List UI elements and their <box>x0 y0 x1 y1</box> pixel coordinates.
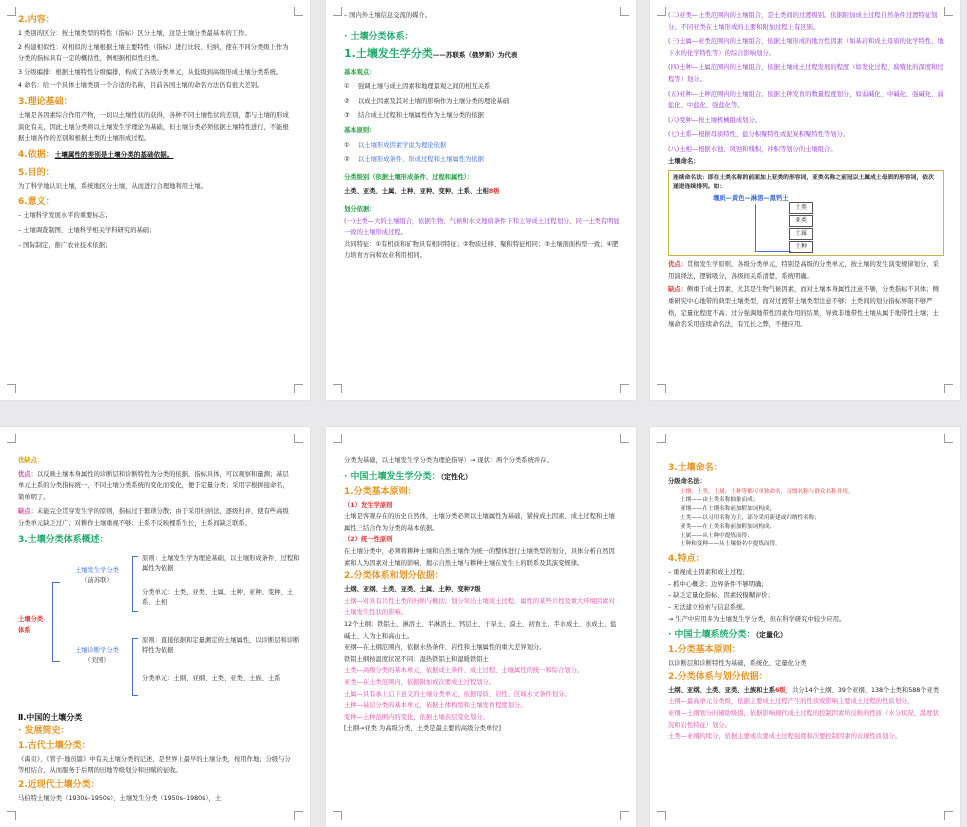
heading-content: 2.内容： <box>18 15 55 25</box>
heading-system: 2.分类体系和划分依据： <box>344 571 444 582</box>
list-item: – 土壤科学发展水平的重要标志； <box>18 212 112 220</box>
units-text: 土纲、亚纲、土类、亚类、土族和土系6级，共分14个土纲、39个亚纲、138个土类和588个亚类 <box>668 686 940 694</box>
tree-branch-genetic: 土壤发生学分类 （前苏联） <box>74 566 120 584</box>
paragraph: 2 构建相似性：对相似的土壤根据土壤主要特性（指标）进行比较、归纳，使在不同分类级上作为分类的指标具有一定的概括性，例相据相似性归类。 <box>18 43 289 63</box>
label-naming: 分级命名法： <box>668 478 706 485</box>
heading-modern: 2.近现代土壤分类： <box>18 779 100 790</box>
paragraph: 4 命名：给一个具体土壤类别一个合适的名称，目前各国土壤的命名方法仍有很大差别。 <box>18 82 264 90</box>
label-pros-cons: 优缺点： <box>18 457 44 464</box>
document-page-3 <box>650 0 960 400</box>
naming-box <box>668 170 944 256</box>
list-item: → 生产中应用多为土壤发生学分类，但在科学研究中较少应用。 <box>668 615 846 623</box>
document-page-4 <box>0 427 310 827</box>
document-page-6 <box>650 427 960 827</box>
paragraph: (三)土属—亚类范围内的土壤组合，依据土壤形成的地方性因素（如基岩和成土母质的化学特性、地下水的化学特性等）的综合影响划分。 <box>668 38 944 57</box>
heading-features: 4.特点： <box>668 554 705 565</box>
paragraph: 亚纲—土纲划分的辅助级别，依据影响现代成土过程的控制因素所反映的性质（水分状况、温度状况和岩性特征）划分。 <box>668 709 939 729</box>
heading-compare: 3.土壤分类体系概述： <box>18 534 109 545</box>
paragraph: 亚类—在土类范围内，依据附加或次要成土过程划分。 <box>344 678 496 686</box>
heading-ancient: 1.古代土壤分类： <box>18 740 91 751</box>
tree-leaf: 分类单元：土类、亚类、土属、土种、亚种、变种、土系、土相 <box>142 588 294 606</box>
naming-box-text: 连续命名法：即在土类名称的前面加上亚类的形容词，亚类名称之前冠以土属成土母质的形容词，依次递进连续排列。如： <box>673 175 934 191</box>
paragraph: 马伯特土壤分类（1930s–1950s）、土壤发生分类（1950s–1980s），土 <box>18 794 222 802</box>
paragraph: – 国内外土壤信息交流的媒介。 <box>344 12 432 19</box>
paragraph: [土纲→亚类 为高级分类，土类是最主要的高级分类单位] <box>344 725 502 733</box>
paragraph: 3 分级编排：根据土壤特性分级编排，构成了各级分类单元，从低级到高级形成土壤分类系统。 <box>18 68 283 76</box>
levels-text: 土类、亚类、土属、土种、亚种、变种、土系、土相8级 <box>344 188 500 196</box>
naming-chain: 壤质—黄色—淋溶—黑钙土 <box>713 195 789 203</box>
sub-heading: （1）发生学原则 <box>344 501 393 509</box>
paragraph: 1 类别的区分：按土壤类型的特性（指标）区分土壤，这是土壤分类最基本的工作。 <box>18 30 251 37</box>
paragraph: 铁铝土纲按温度状况不同：湿热铁铝土和湿暖铁铝土 <box>344 655 489 663</box>
paragraph-disadvantage: 缺点：侧重于成土因素，尤其是生物气候因素，而对土壤本身属性注意不够，分类指标不具体；侧重研究中心地带的典型土壤类型，而对过渡带土壤类型注意不够；土类间的划分指标界限不够严格，定量化程度不高；过分强调地带性因素作用的结果，导致非地带性土壤从属于地带性土壤；土壤命名采用连续命名法，有冗长之弊，不便应用。 <box>668 286 939 329</box>
list-item: ② 以土壤形成条件、形成过程和土壤属性为依据 <box>344 156 484 164</box>
heading-meaning: 6.意义： <box>18 197 55 208</box>
heading-theory: 3.理论基础： <box>18 96 73 107</box>
paragraph: 以诊断层和诊断特性为基础，系统化、定量化分类 <box>668 660 807 668</box>
heading-genetic: · 中国土壤发生学分类：（定性化） <box>344 471 473 482</box>
list-item: – 无法建立检索与信息系统。 <box>668 603 749 611</box>
list-item: – 缺乏定量化指标，因素较模糊评价； <box>668 592 774 600</box>
tree-branch-diagnostic: 土壤诊断学分类 （美国） <box>74 646 120 664</box>
paragraph: 变种—土种范围内的变化，依据土壤表层变化划分。 <box>344 713 489 721</box>
heading-principle: 1.分类基本原则： <box>344 486 417 497</box>
paragraph: (五)亚种—土种范围内的土壤组合。依据土种发育的数量程度划分，如弱碱化、中碱化、强碱化、弱盐化、中盐化、强盐化等。 <box>668 90 944 110</box>
paragraph: 在土壤分类中，必须将耕种土壤和自然土壤作为统一的整体进行土壤类型的划分，具体分析自然因素和人为因素对土壤的影响，揭示自然土壤与耕种土壤在发生上的联系及其演变规律。 <box>344 547 615 567</box>
heading-system: · 中国土壤系统分类：（定量化） <box>668 630 788 641</box>
document-page-1 <box>0 0 310 400</box>
label-view: 基本观点： <box>344 68 376 76</box>
tree-leaf: 原则：直接依据和定量测定的土壤属性，以诊断层和诊断特性为依据 <box>142 636 300 654</box>
heading-system: · 土壤分类体系： <box>344 31 414 42</box>
list-item: – 抓中心概念；边界条件不够明确； <box>668 580 768 588</box>
heading-division: 2.分类体系与划分依据： <box>668 671 768 682</box>
paragraph: 土属—具有承上启下意义的土壤分类单元，依据母质、岩性、区域水文条件划分。 <box>344 690 571 698</box>
list-item: ① 以土壤形成因素学说为理论依据 <box>344 141 447 149</box>
heading-china: Ⅱ.中国的土壤分类 <box>18 712 83 722</box>
paragraph: 土壤是各因素综合作用产物，一切以土壤性状的获得，各种不同土壤性状的差别，都与土壤的形成演化有关，因此土壤分类将以土壤发生学理论为基础，但土壤分类必须依据土壤特性进行，不能根据土壤各作的差别和根据土类的土壤形成过程。 <box>18 111 289 143</box>
paragraph: 《禹贡》、《管子·地员篇》中有关土壤分类的记述，是世界上最早的土壤分类，按用作地；分级与分等相结合，从而服务于后期的田地等级划分和田赋的征收。 <box>18 755 291 775</box>
paragraph: 土类—高级分类的基本单元，依据成土条件、成土过程、土壤属性的统一和综合划分。 <box>344 667 584 675</box>
paragraph: (二)亚类—土类范围内的土壤组合，是土类间的过渡级别。依据附加成土过程自然条件过渡特征划分。不同亚类在土壤形成的主要和附加过程上有区别。 <box>668 12 938 31</box>
paragraph: 为了科学地认识土壤，系统地区分土壤，从而进行合理地利用土壤。 <box>18 182 207 190</box>
tree-leaf: 分类单元：土纲、亚纲、土类、亚类、土族、土系 <box>142 674 281 682</box>
tree-leaf: 原则：土壤发生学为理论基础，以土壤形成条件、过程和属性为依据 <box>142 554 300 572</box>
list-item: – 土壤调查制图、土壤科学相关学科研究的基础； <box>18 226 156 234</box>
paragraph: (八)土相—根据水蚀、风蚀和残积，冲积等划分的土壤组合。 <box>668 145 837 153</box>
paragraph: 共同特征：①有机质和矿物具有相同特征；②物质迁移、聚积特征相同；③土壤剖面构型一致；④肥力培育方向和农业利用相同。 <box>344 240 619 260</box>
paragraph: (六)变种—按土壤机械组成划分。 <box>668 116 762 124</box>
paragraph: (四)土种—土属范围内的土壤组合，依据土壤成土过程发展的程度（如发化过程、腐殖化的深度和过程等）划分。 <box>668 64 944 83</box>
heading-genetic: 1.土壤发生学分类——苏联系（俄罗斯）为代表 <box>344 46 518 60</box>
list-item: ③ 结合成土过程和土壤属性作为土壤分类的依据 <box>344 112 484 120</box>
label-levels: 分类级别（依据土壤形成条件、过程和属性）： <box>344 173 474 181</box>
paragraph: 分类为基础，以土壤发生学分类为理论指导）→ 现状：两个分类系统并存。 <box>344 457 553 464</box>
paragraph: 亚纲—在土纲范围内，依据水热条件、岩性和土壤属性的重大差异划分。 <box>344 644 546 652</box>
paragraph: 12个土纲：铁铝土、淋溶土、半淋溶土、钙层土、干旱土、漠土、初育土、半水成土、水成土、盐碱土、人为土和高山土。 <box>344 620 617 640</box>
paragraph: 土壤是客观存在的历史自然体，土壤分类必须以土壤属性为基础，紧持成土因素、成土过程和土壤属性三结合作为分类的基本依据。 <box>344 513 615 532</box>
list-item: ① 强调土壤与成土因素和地理景观之间的相互关系 <box>344 83 491 91</box>
paragraph: 土纲—最高单元分类级，依据主要成土过程产生的性质或影响主要成土过程的性质划分。 <box>668 698 914 706</box>
heading-history: · 发展简史： <box>18 725 70 736</box>
paragraph-disadvantage: 缺点：未能完全贯穿发生学的原则，指标过于繁琐分散；由于采用归纳法，逐级归并，使有些高级分类单元缺乏过广；对耕作土壤重视不够；土系不反映棵系生长，土系间缺乏联系。 <box>18 508 289 527</box>
label-principle: 基本原则： <box>344 126 376 134</box>
label-basis: 划分依据： <box>344 205 376 213</box>
document-page-2 <box>326 0 636 400</box>
chain-connector <box>755 204 791 252</box>
list-item: – 重视成土因素和成土过程； <box>668 569 749 577</box>
list-item: – 国际制定，推广农业技术依据； <box>18 241 112 249</box>
list-item: ② 以成土因素及其对土壤的影响作为土壤分类的理论基础 <box>344 97 510 105</box>
heading-purpose: 5.目的： <box>18 167 55 178</box>
heading-principle: 1.分类基本原则： <box>668 645 741 656</box>
paragraph: 土种—基层分类的基本单元，依据土体构型和土壤发育程度划分。 <box>344 702 527 710</box>
label-naming: 土壤命名： <box>668 157 700 165</box>
tree-labels: 土类 亚类 土属 土种 <box>789 202 813 253</box>
heading-naming: 3.土壤命名： <box>668 463 723 473</box>
document-page-5 <box>326 427 636 827</box>
paragraph: (七)土系—根据母质特性、盐分积聚特性或泥炭积聚特性等划分。 <box>668 131 850 139</box>
heading-basis: 4.依据：土壤属性的差别是土壤分类的基础依据。 <box>18 149 174 160</box>
tree-root: 土壤分类体系 <box>18 615 44 634</box>
paragraph-advantage: 优点：贯彻发生学原则，各级分类单元，特别是高级的分类单元，按土壤的发生演变规律划分，采用演绎法，逻辑吸分，各级间关系清楚，系统明确。 <box>668 261 939 280</box>
paragraph: 土纲—对具有共性土类的归纳与概括。划分突出土壤成土过程、属性的某些共性及重大环境因素对土壤发生性状的影响。 <box>344 597 615 617</box>
paragraph: (一)土类—大的土壤组合，依据生物、气候和水文地质条件下和主导成土过程划分。同一土类有明显一致的土壤形成过程。 <box>344 217 620 237</box>
paragraph-advantage: 优点：以反映土壤本身属性的诊断层和诊断特性为分类的依据，指标具体，可以观察和量测；基层单元土系的分类指标统一，不同土壤分类系统的变化而变化，便于定量分类；采用字根拼接命名，简单明了。 <box>18 470 289 501</box>
classification-tree <box>18 554 300 710</box>
naming-list: 土纲、土类、土属、土种等都可单独命名，习惯名称与群众名称并用。 土纲——由土类名称抽象而成； 亚纲——在土纲名称前加附加词构成； 土类——以习用名称为主，部分采用新建或归纳性名称； 亚类——在土类名称前加附加词构成； 土属——从土种中提炼而得； 土种和变种——从土壤俗名中提炼而得。 <box>680 488 854 548</box>
sub-heading: （2）统一性原则 <box>344 536 393 544</box>
units-text: 土纲、亚纲、土类、亚类、土属、土种、变种7级 <box>344 586 481 594</box>
paragraph: 土类—亚纲的续分，依据主要或次要成土过程强度和次要控制因素的表现性质划分。 <box>668 733 901 741</box>
